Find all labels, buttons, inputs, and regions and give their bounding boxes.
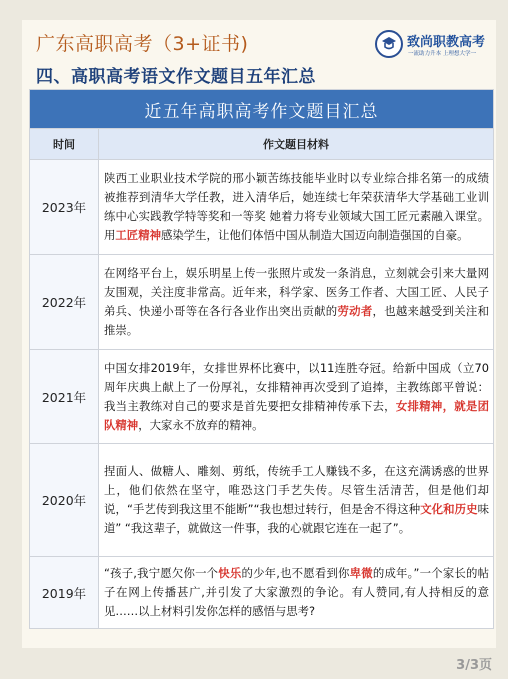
- material-text: 感染学生，让他们体悟中国从制造大国迈向制造强国的自豪。: [160, 228, 469, 242]
- emblem-icon: [375, 30, 403, 58]
- year-cell: 2022年: [30, 255, 99, 350]
- column-header-year: 时间: [30, 129, 99, 160]
- year-cell: 2021年: [30, 350, 99, 444]
- table-row: [30, 444, 494, 557]
- highlight-text: 文化和历史: [420, 502, 478, 516]
- material-text: 味道” “我这辈子，就做这一件事，我的心就跟它连在一起了”。: [104, 502, 489, 535]
- page-indicator: 3/3页: [456, 658, 492, 673]
- table-row: [30, 255, 494, 350]
- material-text: ，大家永不放弃的精神。: [138, 417, 264, 432]
- material-text: ，也越来越受到关注和推崇。: [104, 304, 489, 337]
- material-cell: [99, 444, 494, 557]
- logo-name: 致尚职教高考: [407, 35, 486, 50]
- year-cell: 2023年: [30, 160, 99, 255]
- material-cell: [99, 160, 494, 255]
- header-subtitle: 四、高职高考语文作文题目五年汇总: [36, 67, 316, 87]
- highlight-text: 女排精神，就是团队精神: [104, 398, 489, 432]
- material-text: 的成年。”一个家长的帖子在网上传播甚广,并引发了大家激烈的争论。有人赞同,有人持相反的意见……以上材料引发你怎样的感悟与思考?: [104, 566, 489, 618]
- essay-topics-table: [29, 89, 494, 629]
- header-title: 广东高职高考（3+证书): [36, 33, 249, 55]
- highlight-text: 快乐: [218, 566, 242, 580]
- logo-tagline: 一流助力升本 上理想大学一: [408, 49, 477, 57]
- highlight-text: 劳动者: [337, 304, 373, 318]
- table-row: [30, 557, 494, 629]
- column-header-material: 作文题目材料: [99, 129, 494, 160]
- highlight-text: 工匠精神: [115, 228, 161, 242]
- table-row: [30, 350, 494, 444]
- material-text: 陕西工业职业技术学院的邢小颖苦练技能毕业时以专业综合排名第一的成绩被推荐到清华大学任教，进入清华后，她连续七年荣获清华大学基础工业训练中心实践教学特等奖和一等奖 她着力将专业领域大国工匠元素融入课堂。用: [104, 171, 489, 242]
- year-cell: 2020年: [30, 444, 99, 557]
- material-cell: [99, 350, 494, 444]
- material-text: 在网络平台上，娱乐明星上传一张照片或发一条消息，立刻就会引来大量网友围观，关注度非常高。近年来，科学家、医务工作者、大国工匠、人民子弟兵、快递小哥等在各行各业作出突出贡献的: [104, 266, 489, 318]
- table-row: [30, 160, 494, 255]
- material-text: 的少年,也不愿看到你: [241, 566, 350, 580]
- brand-logo: [375, 29, 493, 63]
- table-caption: 近五年高职高考作文题目汇总: [30, 90, 494, 129]
- year-cell: 2019年: [30, 557, 99, 629]
- highlight-text: 卑微: [349, 566, 373, 580]
- material-text: 中国女排2019年，女排世界杯比赛中，以11连胜夺冠。给新中国成（立70周年庆典上献上了一份厚礼，女排精神再次受到了追捧，主教练郎平曾说：我当主教练对自己的要求是首先要把女排精神传承下去，: [104, 360, 489, 413]
- material-cell: [99, 557, 494, 629]
- material-text: 捏面人、做糖人、雕刻、剪纸，传统手工人赚钱不多，在这充满诱惑的世界上，他们依然在坚守，唯恐这门手艺失传。尽管生活清苦，但是他们却说，“手艺传到我这里不能断”“我也想过转行，但是舍不得这种: [104, 464, 489, 516]
- document-page: [22, 20, 496, 648]
- material-cell: [99, 255, 494, 350]
- material-text: “孩子,我宁愿欠你一个: [104, 566, 219, 580]
